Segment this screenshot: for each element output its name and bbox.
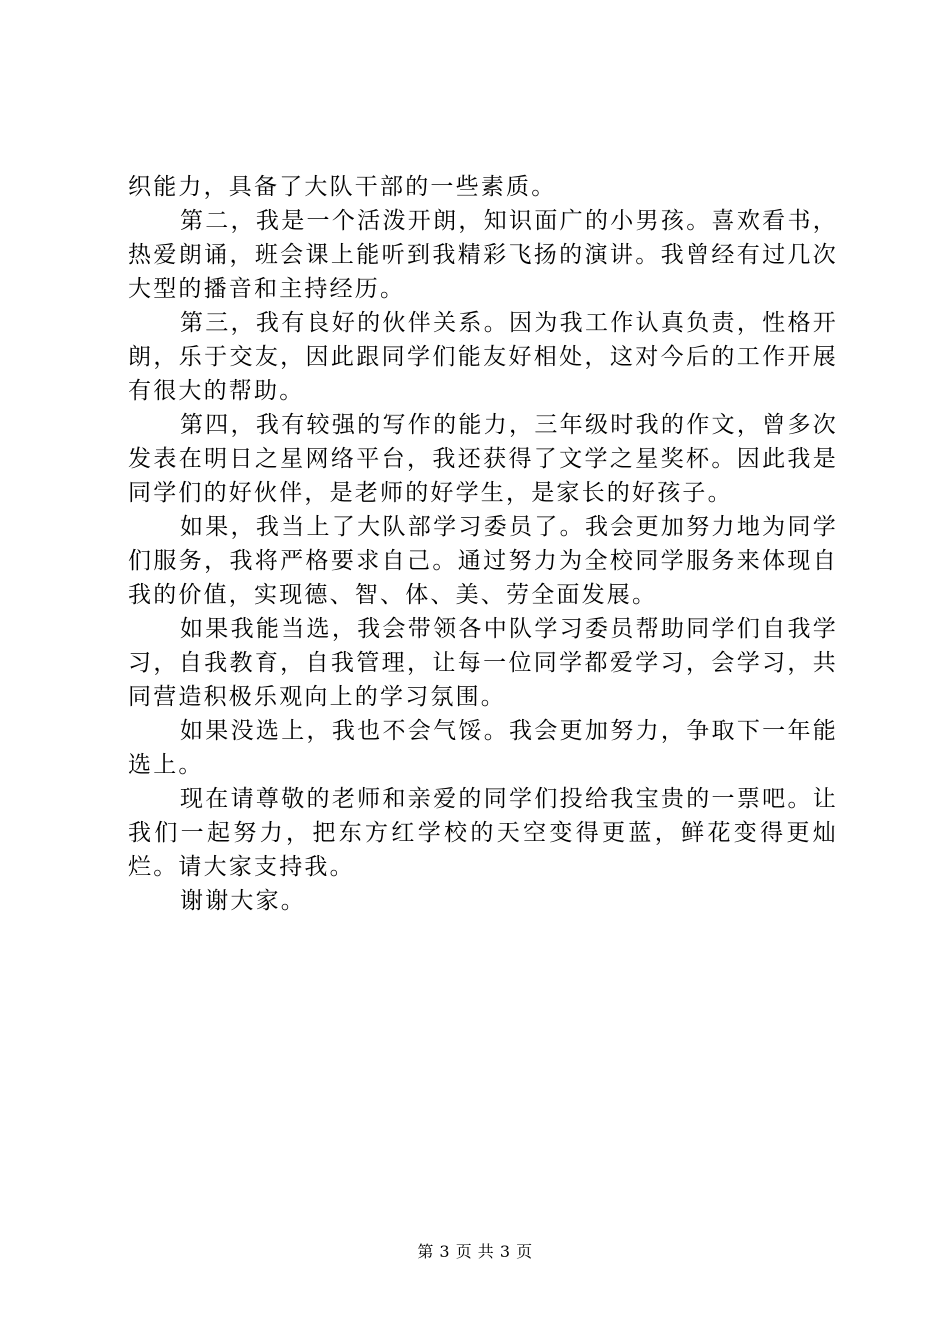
paragraph-thanks: 谢谢大家。 bbox=[180, 888, 306, 914]
page-footer: 第 3 页 共 3 页 bbox=[417, 1242, 533, 1261]
paragraph-if-not-elected: 如果没选上，我也不会气馁。我会更加努力，争取下一年能选上。 bbox=[128, 718, 838, 778]
paragraph-fourth-point: 第四，我有较强的写作的能力，三年级时我的作文，曾多次发表在明日之星网络平台，我还获得了文学之星奖杯。因此我是同学们的好伙伴，是老师的好学生，是家长的好孩子。 bbox=[128, 412, 838, 506]
document-body bbox=[128, 170, 838, 918]
paragraph-if-elected-committee: 如果，我当上了大队部学习委员了。我会更加努力地为同学们服务，我将严格要求自己。通过努力为全校同学服务来体现自我的价值，实现德、智、体、美、劳全面发展。 bbox=[128, 514, 838, 608]
paragraph-continuation: 织能力，具备了大队干部的一些素质。 bbox=[128, 174, 557, 200]
paragraph-vote-request: 现在请尊敬的老师和亲爱的同学们投给我宝贵的一票吧。让我们一起努力，把东方红学校的天空变得更蓝，鲜花变得更灿烂。请大家支持我。 bbox=[128, 786, 838, 880]
paragraph-second-point: 第二，我是一个活泼开朗，知识面广的小男孩。喜欢看书，热爱朗诵，班会课上能听到我精彩飞扬的演讲。我曾经有过几次大型的播音和主持经历。 bbox=[128, 208, 838, 302]
paragraph-if-elected-lead: 如果我能当选，我会带领各中队学习委员帮助同学们自我学习，自我教育，自我管理，让每一位同学都爱学习，会学习，共同营造积极乐观向上的学习氛围。 bbox=[128, 616, 838, 710]
paragraph-third-point: 第三，我有良好的伙伴关系。因为我工作认真负责，性格开朗，乐于交友，因此跟同学们能友好相处，这对今后的工作开展有很大的帮助。 bbox=[128, 310, 838, 404]
